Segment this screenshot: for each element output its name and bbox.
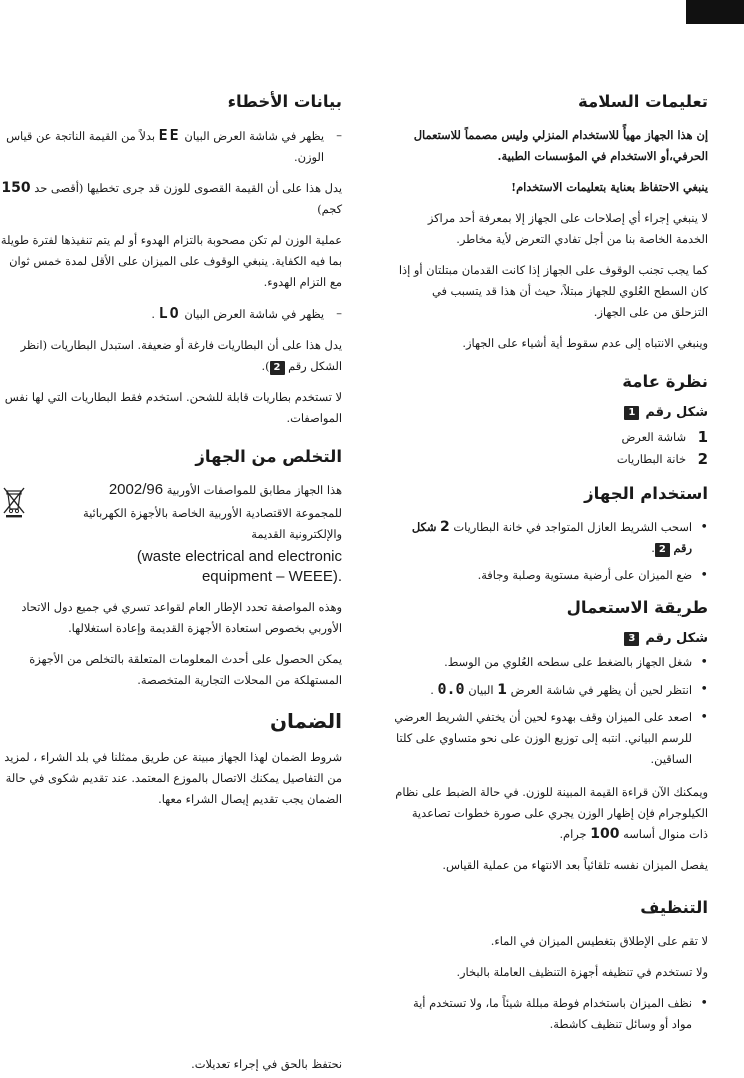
item-number: 2 <box>697 450 708 468</box>
method-b2-a: انتظر لحين أن يظهر في شاشة العرض <box>510 683 692 697</box>
overview-title: نظرة عامة <box>622 372 708 391</box>
disposal-en2: equipment – WEEE). <box>201 568 342 585</box>
method-b2-num: 1 <box>497 682 507 698</box>
list-item: • انتظر لحين أن يظهر في شاشة العرض 1 البيان 0.0 . <box>394 679 708 701</box>
method-p1-b: جرام. <box>559 827 587 841</box>
method-figure-badge: 3 <box>624 632 639 646</box>
method-figure <box>394 631 708 646</box>
errors-d1-b: بدلاً من القيمة الناتجة عن قياس الوزن. <box>6 129 324 164</box>
disposal-line2: للمجموعة الاقتصادية الأوربية الخاصة بالأجهزة الكهربائية والإلكترونية القديمة <box>82 506 342 541</box>
lcd-reading-ee: EE <box>158 126 181 144</box>
safety-intro: إن هذا الجهاز مهيأً للاستخدام المنزلي وليس مصمماً للاستعمال الحرفي،أو الاستخدام في المؤسسات الطبية. <box>413 128 708 163</box>
disposal-directive-num: 2002/96 <box>108 481 164 498</box>
safety-p2: كما يجب تجنب الوقوف على الجهاز إذا كانت القدمان مبتلتان أو إذا كان السطح العُلوي للجهاز مبتلاً، حيث أن هذا قد يتسبب في التزحلق من على الجهاز. <box>398 263 708 319</box>
errors-p3-b: ). <box>261 359 270 373</box>
safety-p3: وينبغي الانتباه إلى عدم سقوط أية أشياء على الجهاز. <box>462 336 708 350</box>
disposal-p1: وهذه المواصفة تحدد الإطار العام لقواعد تسري في جميع دول الاتحاد الأوربي بخصوص استعادة الأجهزة القديمة وإعادة استغلالها. <box>21 600 342 635</box>
safety-p1: لا ينبغي إجراء أي إصلاحات على الجهاز إلا بمعرفة أحد مراكز الخدمة الخاصة بنا من أجل تفادي التعرض لأية مخاطر. <box>427 211 708 246</box>
list-item <box>394 448 708 470</box>
item-label: خانة البطاريات <box>616 452 686 466</box>
left-column <box>0 92 342 820</box>
method-list <box>394 652 708 770</box>
usage-title: استخدام الجهاز <box>584 484 708 503</box>
crossed-bin-icon <box>0 484 28 518</box>
disposal-line1 <box>38 480 342 501</box>
errors-p1-b: كجم) <box>317 202 342 216</box>
usage-b1-num: 2 <box>440 519 450 535</box>
list-item <box>394 426 708 448</box>
errors-p2: عملية الوزن لم تكن مصحوبة بالتزام الهدوء أو لم يتم تنفيذها لفترة طويلة بما فيه الكفاية. ينبغي الوقوف على الميزان على الأقل لمدة خمس ثوان مع التزام الهدوء. <box>0 233 342 289</box>
list-item: • اصعد على الميزان وقف بهدوء لحين أن يختفي الشريط العرضي للرسم البياني. انتبه إلى توزيع الوزن على نحو متساوي على كلتا الساقين. <box>394 707 708 770</box>
disposal-p2: يمكن الحصول على أحدث المعلومات المتعلقة بالتخلص من الأجهزة المستهلكة من المحلات التجارية المتخصصة. <box>29 652 342 687</box>
cleaning-list <box>394 993 708 1035</box>
overview-figure-badge: 1 <box>624 406 639 420</box>
usage-b1-text: اسحب الشريط العازل المتواجد في خانة البطاريات <box>453 520 692 534</box>
usage-b1-fig: شكل رقم <box>411 520 692 555</box>
overview-figure-label: شكل رقم <box>645 405 708 420</box>
method-p1-num: 100 <box>590 826 620 842</box>
errors-p3-badge: 2 <box>270 361 285 375</box>
errors-p3 <box>0 335 342 377</box>
method-b2-b: البيان <box>468 683 494 697</box>
errors-title: بيانات الأخطاء <box>227 92 342 111</box>
list-item: • شغل الجهاز بالضغط على سطحه العُلوي من الوسط. <box>394 652 708 673</box>
method-p1-a: ويمكنك الآن قراءة القيمة المبينة للوزن. في حالة الضبط على نظام الكيلوجرام فإن إظهار الوزن يجري على صورة خطوات تصاعدية ذات منوال أساسه <box>395 785 708 841</box>
usage-list <box>394 517 708 586</box>
errors-p1-num: 150 <box>1 180 31 196</box>
list-item: • نظف الميزان باستخدام فوطة مبللة شيئاً ما، ولا تستخدم أية مواد أو وسائل تنظيف كاشطة. <box>394 993 708 1035</box>
weee-block <box>0 480 342 587</box>
errors-d2-a: يظهر في شاشة العرض البيان <box>184 307 324 321</box>
safety-keep: ينبغي الاحتفاظ بعناية بتعليمات الاستخدام! <box>511 180 708 194</box>
errors-d2: – يظهر في شاشة العرض البيان LO . <box>0 303 342 325</box>
footer-note: نحتفظ بالحق في إجراء تعديلات. <box>191 1057 342 1071</box>
safety-title: تعليمات السلامة <box>578 92 708 111</box>
errors-d1-a: يظهر في شاشة العرض البيان <box>184 129 324 143</box>
lcd-reading-zero: 0.0 <box>437 680 465 698</box>
disposal-title: التخلص من الجهاز <box>195 447 342 466</box>
warranty-title: الضمان <box>269 709 342 733</box>
page-tab-marker <box>686 0 744 24</box>
cleaning-p1: لا تقم على الإطلاق بتغطيس الميزان في الماء. <box>490 934 708 948</box>
errors-p3-a: يدل هذا على أن البطاريات فارغة أو ضعيفة. استبدل البطاريات (انظر الشكل رقم <box>20 338 342 373</box>
item-number: 1 <box>697 428 708 446</box>
cleaning-p2: ولا تستخدم في تنظيفه أجهزة التنظيف العاملة بالبخار. <box>456 965 708 979</box>
list-item: • ضع الميزان على أرضية مستوية وصلبة وجافة. <box>394 565 708 586</box>
overview-list <box>394 426 708 470</box>
overview-figure <box>394 405 708 420</box>
lcd-reading-lo: LO <box>158 304 181 322</box>
disposal-line1-a: هذا الجهاز مطابق للمواصفات الأوربية <box>166 483 342 497</box>
errors-p1 <box>0 178 342 220</box>
item-label: شاشة العرض <box>621 430 686 444</box>
method-title: طريقة الاستعمال <box>566 598 708 617</box>
right-column <box>394 92 708 1047</box>
method-p2: يفصل الميزان نفسه تلقائياً بعد الانتهاء من عملية القياس. <box>442 858 708 872</box>
method-p1 <box>394 782 708 845</box>
usage-b1-badge: 2 <box>655 543 670 557</box>
disposal-en1: (waste electrical and electronic <box>136 548 342 565</box>
errors-p1-a: يدل هذا على أن القيمة القصوى للوزن قد جرى تخطيها (أقصى حد <box>34 181 342 195</box>
errors-d1 <box>0 125 342 168</box>
cleaning-title: التنظيف <box>640 898 708 917</box>
method-figure-label: شكل رقم <box>645 631 708 646</box>
warranty-p1: شروط الضمان لهذا الجهاز مبينة عن طريق ممثلنا في بلد الشراء ، لمزيد من التفاصيل يمكنك الاتصال بالموزع المعتمد. عند تقديم شكوى في حالة الضمان يجب تقديم إيصال الشراء معها. <box>4 750 342 806</box>
list-item: • اسحب الشريط العازل المتواجد في خانة البطاريات 2 شكل رقم 2. <box>394 517 708 559</box>
errors-p4: لا تستخدم بطاريات قابلة للشحن. استخدم فقط البطاريات التي لها نفس المواصفات. <box>4 390 342 425</box>
weee-text <box>38 480 342 587</box>
